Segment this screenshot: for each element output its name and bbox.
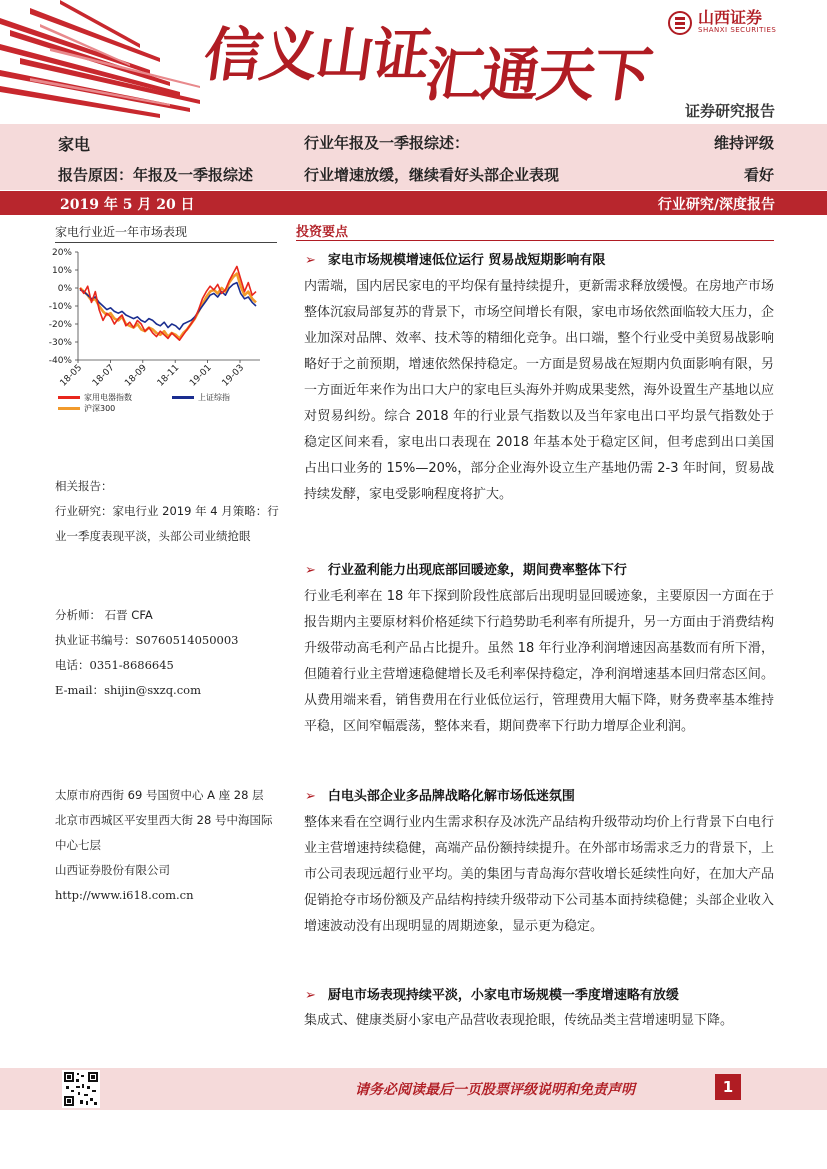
analyst-phone: 电话：0351-8686645: [55, 658, 174, 672]
arrow-bullet-icon: ➢: [305, 253, 316, 268]
section-heading-4: [305, 984, 679, 1003]
legend-label: 沪深300: [84, 404, 116, 413]
section-body-4: 集成式、健康类厨小家电产品营收表现抢眼，传统品类主营增速明显下降。: [304, 1013, 734, 1028]
section-heading-1: [305, 249, 605, 268]
y-tick-label: -30%: [48, 338, 72, 348]
y-tick-label: -40%: [48, 356, 72, 366]
legend-swatch-hs300: [58, 407, 80, 410]
logo-name-cn: 山西证券: [698, 8, 763, 27]
y-tick-label: -20%: [48, 320, 72, 330]
company-logo[interactable]: [668, 10, 776, 35]
legend-swatch-appliance: [58, 396, 80, 399]
x-tick-label: 19-03: [220, 363, 247, 389]
address-taiyuan: 太原市府西街 69 号国贸中心 A 座 28 层: [55, 788, 264, 802]
y-tick-label: 0%: [57, 284, 72, 294]
legend-item: [58, 403, 115, 414]
x-tick-label: 18-11: [155, 363, 182, 389]
related-reports-title: 相关报告：: [55, 479, 113, 493]
analyst-email[interactable]: E-mail：shijin@sxzq.com: [55, 683, 201, 697]
section-heading-text: 家电市场规模增速低位运行 贸易战短期影响有限: [327, 253, 606, 268]
arrow-bullet-icon: ➢: [305, 988, 316, 1003]
report-reason: 报告原因：年报及一季报综述: [58, 166, 254, 184]
legend-item: [172, 392, 230, 403]
section-body-3: 整体来看在空调行业内生需求积存及冰洗产品结构升级带动均价上行背景下白电行业主营增速持续稳健，高端产品份额持续提升。在外部市场需求乏力的背景下，上市公司表现远超行业平均。美的集团与青岛海尔营收增长延续性向好，在加大产品促销抢夺市场份额及产品结构持续升级带动下公司基本面持续稳健；头部企业收入增速波动没有出现明显的周期迹象，显示更为稳定。: [304, 815, 774, 934]
section-heading-text: 白电头部企业多品牌战略化解市场低迷氛围: [327, 789, 575, 804]
top-banner: [0, 0, 827, 122]
section-heading-text: 厨电市场表现持续平淡，小家电市场规模一季度增速略有放缓: [327, 988, 679, 1003]
rating: 维持评级: [713, 134, 774, 152]
section-heading-3: [305, 785, 575, 804]
legend-label: 上证综指: [198, 393, 230, 402]
series-line-0: [80, 266, 256, 340]
legend-swatch-shanghai: [172, 396, 194, 399]
x-tick-label: 19-01: [188, 363, 214, 389]
key-points-divider: [296, 240, 774, 241]
page-number: 1: [715, 1074, 741, 1100]
related-report-link[interactable]: 行业研究：家电行业 2019 年 4 月策略：行业一季度表现平淡，头部公司业绩抢眼: [55, 504, 279, 543]
analyst-name: 分析师： 石晋 CFA: [55, 608, 153, 622]
series-line-2: [80, 274, 256, 339]
outlook: 看好: [743, 166, 774, 184]
industry-name: 家电: [58, 135, 91, 154]
report-type: 证券研究报告: [684, 102, 775, 120]
report-title-line2: 行业增速放缓，继续看好头部企业表现: [304, 166, 560, 184]
key-points-title: 投资要点: [296, 225, 349, 240]
qr-code-icon[interactable]: [62, 1070, 100, 1108]
report-date: 2019 年 5 月 20 日: [60, 197, 195, 213]
report-category: 行业研究/深度报告: [657, 197, 775, 213]
y-tick-label: 10%: [51, 266, 72, 276]
decorative-stripes: [0, 0, 230, 122]
arrow-bullet-icon: ➢: [305, 563, 316, 578]
chart-title: 家电行业近一年市场表现: [55, 223, 277, 243]
slogan-part-a: 信义山证: [199, 21, 434, 89]
address-beijing: 北京市西城区平安里西大街 28 号中海国际中心七层: [55, 813, 273, 852]
section-body-1: 内需端，国内居民家电的平均保有量持续提升，更新需求释放缓慢。在房地产市场整体沉寂局部复苏的背景下，市场空间增长有限，家电市场依然面临较大压力，企业加深对品牌、效率、技术等的精细化竞争。出口端，整个行业受中美贸易战影响略好于之前预期，增速依然保持稳定。一方面是贸易战在短期内负面影响有限，另一方面近年来作为出口大户的家电巨头海外并购成果斐然，海外设置生产基地以应对贸易纠纷。综合 2018 年的行业景气指数以及当年家电出口平均景气指数处于稳定区间来看，家电出口表现在 2018 年基本处于稳定区间，但考虑到出口美国占出口业务的 15%—20%，部分企业海外设立生产基地仍需 2-3 年时间，贸易战持续发酵，家电受影响程度将扩大。: [304, 279, 774, 502]
logo-mark-icon: [668, 11, 692, 35]
section-heading-text: 行业盈利能力出现底部回暖迹象，期间费率整体下行: [327, 563, 627, 578]
slogan-part-b: 汇通天下: [420, 41, 655, 109]
section-heading-2: [305, 559, 627, 578]
date-bar: [0, 191, 827, 215]
y-tick-label: -10%: [48, 302, 72, 312]
disclaimer-note: 请务必阅读最后一页股票评级说明和免责声明: [355, 1082, 635, 1098]
legend-label: 家用电器指数: [84, 393, 132, 402]
x-tick-label: 18-09: [123, 363, 149, 389]
section-body-2: 行业毛利率在 18 年下探到阶段性底部后出现明显回暖迹象，主要原因一方面在于报告期内主要原材料价格延续下行趋势助毛利率有所提升，另一方面由于消费结构升级带动高毛利产品占比提升。虽然 18 年行业净利润增速因高基数而有所下滑，但随着行业主营增速稳健增长及毛利率保持稳定，净利润增速基本回归常态区间。从费用端来看，销售费用在行业低位运行，管理费用大幅下降，财务费率基本维持平稳，区间窄幅震荡，整体来看，期间费率下行助力增厚企业利润。: [304, 589, 774, 734]
report-title-line1: 行业年报及一季报综述：: [304, 134, 470, 152]
logo-name-en: SHANXI SECURITIES: [698, 26, 777, 34]
legend-item: [58, 392, 132, 403]
x-tick-label: 18-07: [90, 363, 117, 389]
company-website[interactable]: http://www.i618.com.cn: [55, 888, 194, 902]
slogan: [199, 8, 659, 109]
series-line-1: [80, 283, 256, 330]
company-name: 山西证券股份有限公司: [55, 863, 170, 877]
x-tick-label: 18-05: [58, 363, 85, 389]
report-header: [0, 124, 827, 190]
analyst-cert: 执业证书编号：S0760514050003: [55, 633, 239, 647]
arrow-bullet-icon: ➢: [305, 789, 316, 804]
y-tick-label: 20%: [51, 248, 72, 258]
